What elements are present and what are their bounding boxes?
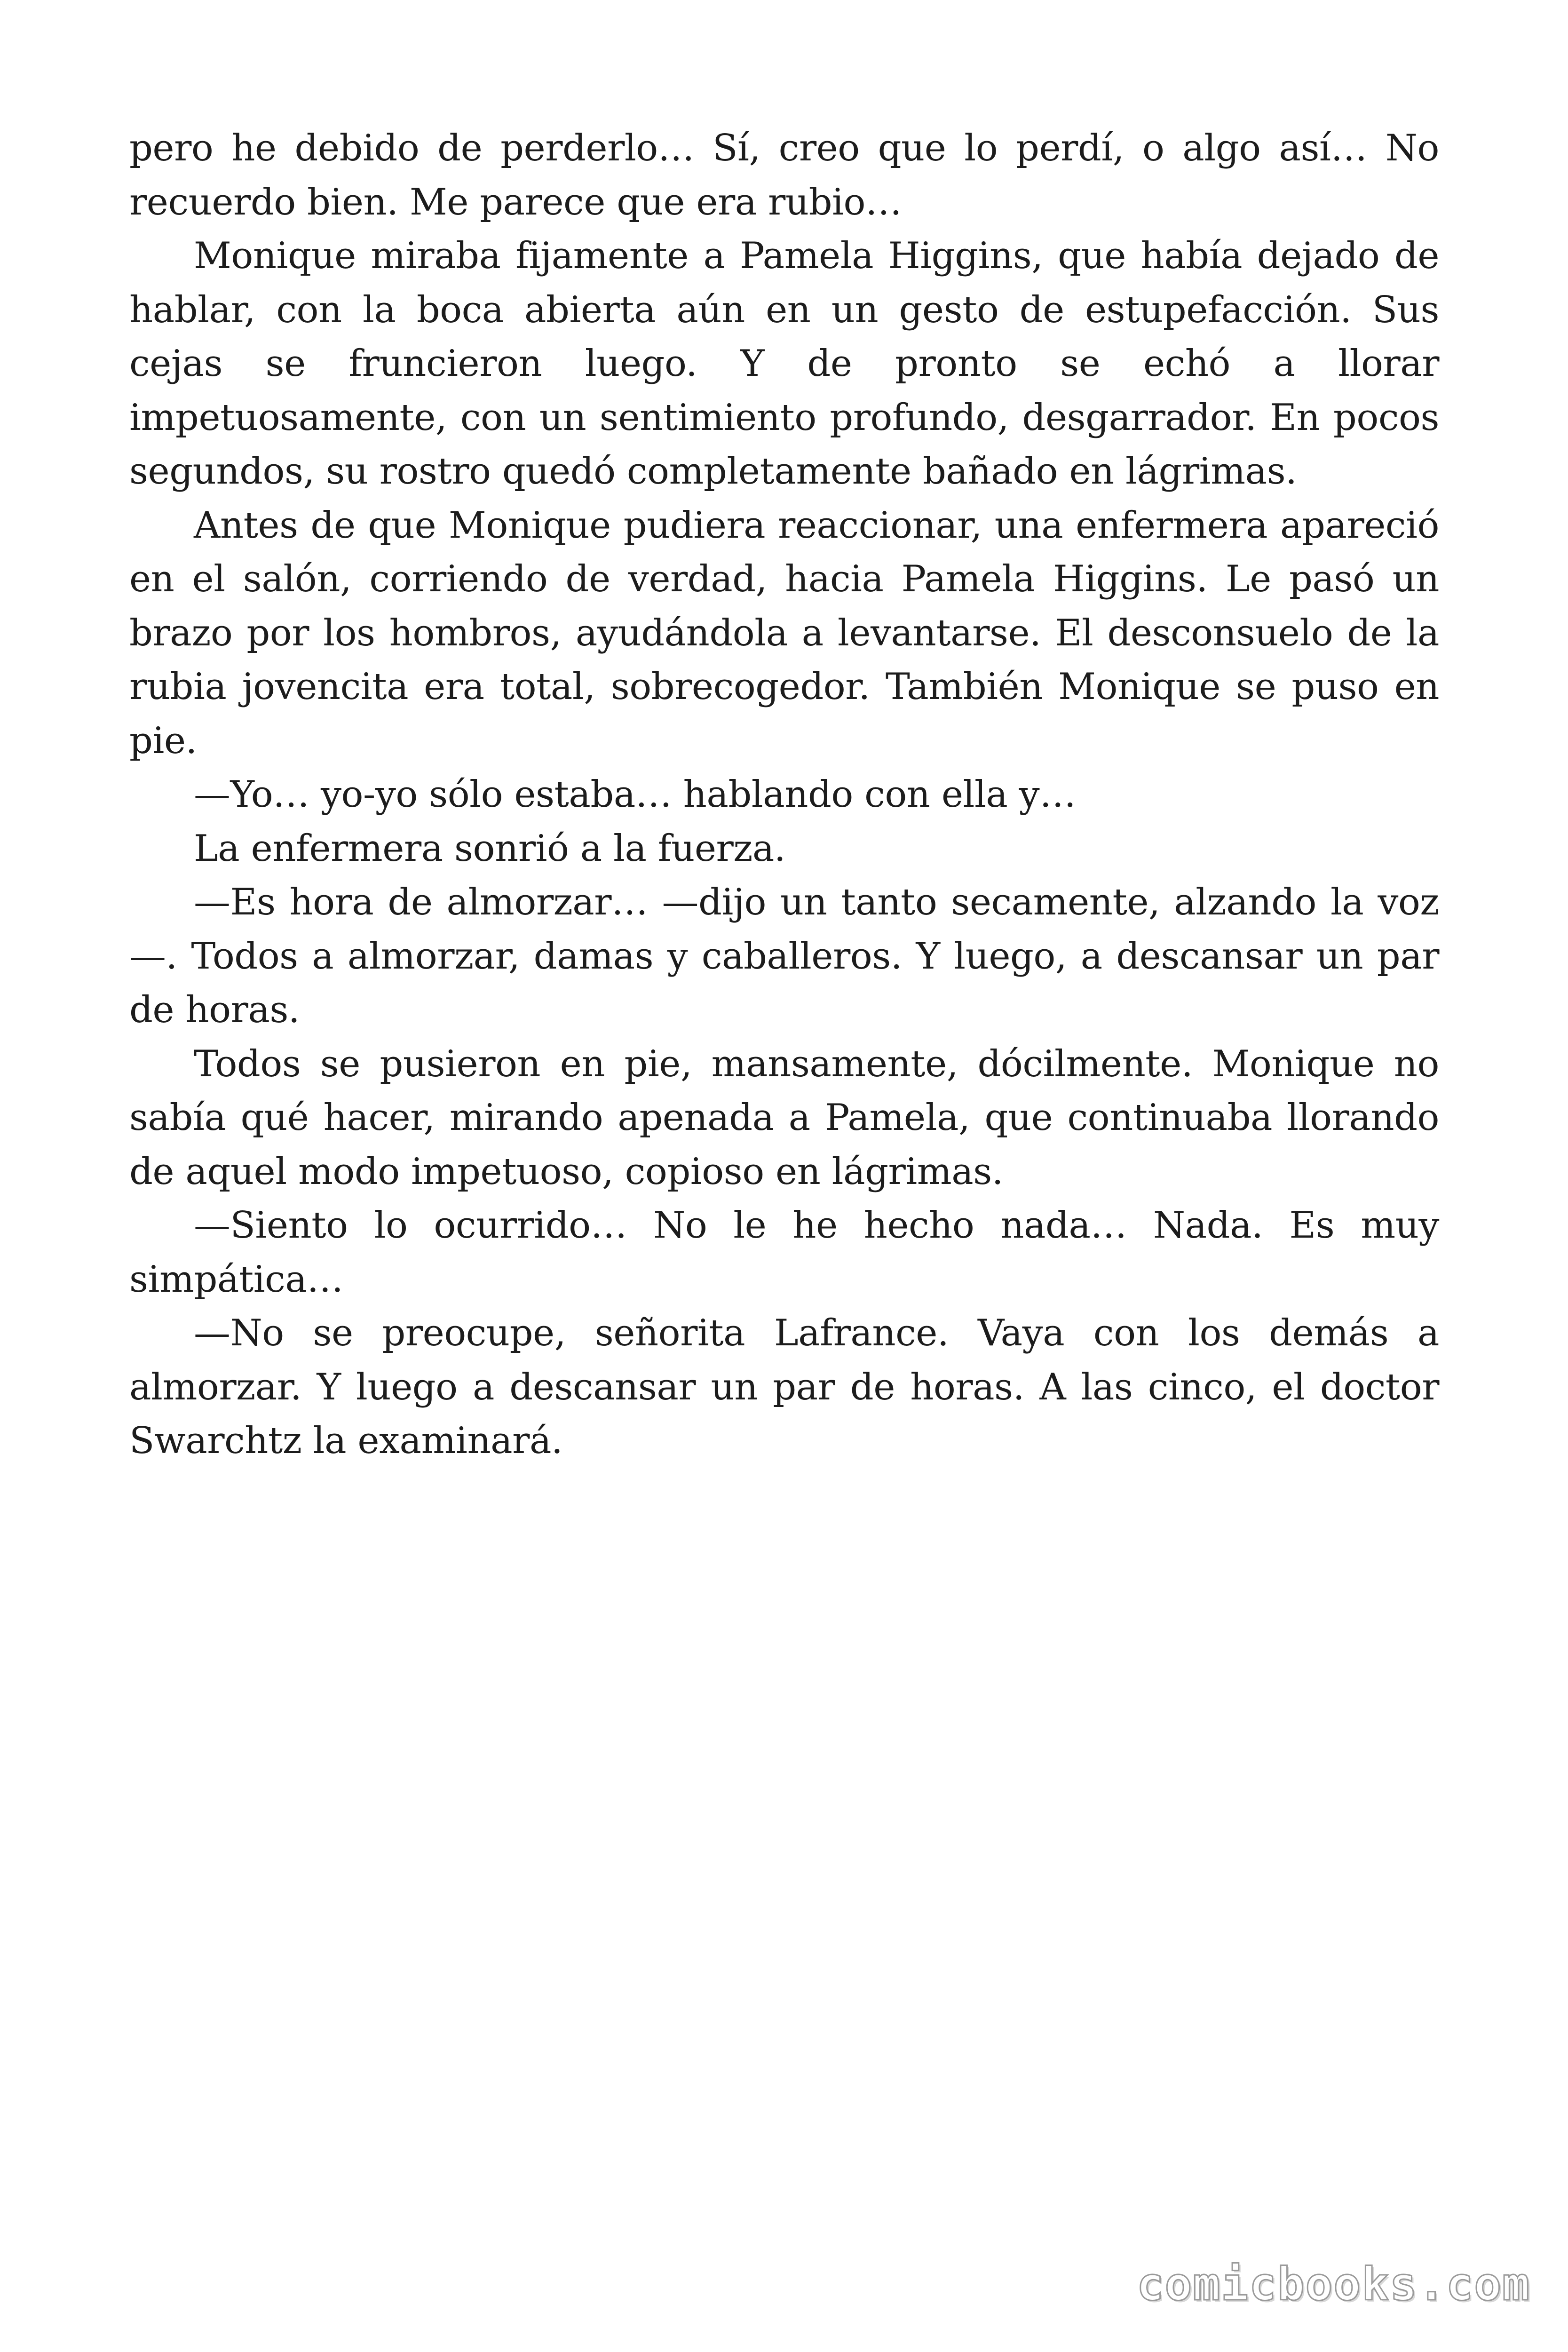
- dialogue-line: —Es hora de almorzar… —dijo un tanto secamente, alzando la voz—. Todos a almorzar, damas y caballeros. Y luego, a descansar un par de horas.: [129, 881, 1439, 1031]
- paragraph: Monique miraba fijamente a Pamela Higgins, que había dejado de hablar, con la boca abierta aún en un gesto de estupefacción. Sus cejas se fruncieron luego. Y de pronto se echó a llorar impetuosamente, con un sentimiento profundo, desgarrador. En pocos segundos, su rostro quedó completamente bañado en lágrimas.: [129, 235, 1439, 493]
- paragraph: Antes de que Monique pudiera reaccionar, una enfermera apareció en el salón, corriendo de verdad, hacia Pamela Higgins. Le pasó un brazo por los hombros, ayudándola a levantarse. El desconsuelo de la rubia jovencita era total, sobrecogedor. También Monique se puso en pie.: [129, 504, 1439, 762]
- dialogue-line: —Siento lo ocurrido… No le he hecho nada… Nada. Es muy simpática…: [129, 1204, 1439, 1301]
- paragraph-continuation: pero he debido de perderlo… Sí, creo que lo perdí, o algo así… No recuerdo bien. Me parece que era rubio…: [129, 127, 1439, 223]
- dialogue-line: —No se preocupe, señorita Lafrance. Vaya con los demás a almorzar. Y luego a descansar un par de horas. A las cinco, el doctor Swarchtz la examinará.: [129, 1312, 1439, 1462]
- paragraph: La enfermera sonrió a la fuerza.: [194, 827, 786, 870]
- dialogue-line: —Yo… yo-yo sólo estaba… hablando con ella y…: [194, 773, 1076, 816]
- paragraph: Todos se pusieron en pie, mansamente, dócilmente. Monique no sabía qué hacer, mirando apenada a Pamela, que continuaba llorando de aquel modo impetuoso, copioso en lágrimas.: [129, 1042, 1439, 1193]
- body-text: [129, 121, 1439, 1468]
- watermark: comicbooks.com: [1136, 2258, 1530, 2311]
